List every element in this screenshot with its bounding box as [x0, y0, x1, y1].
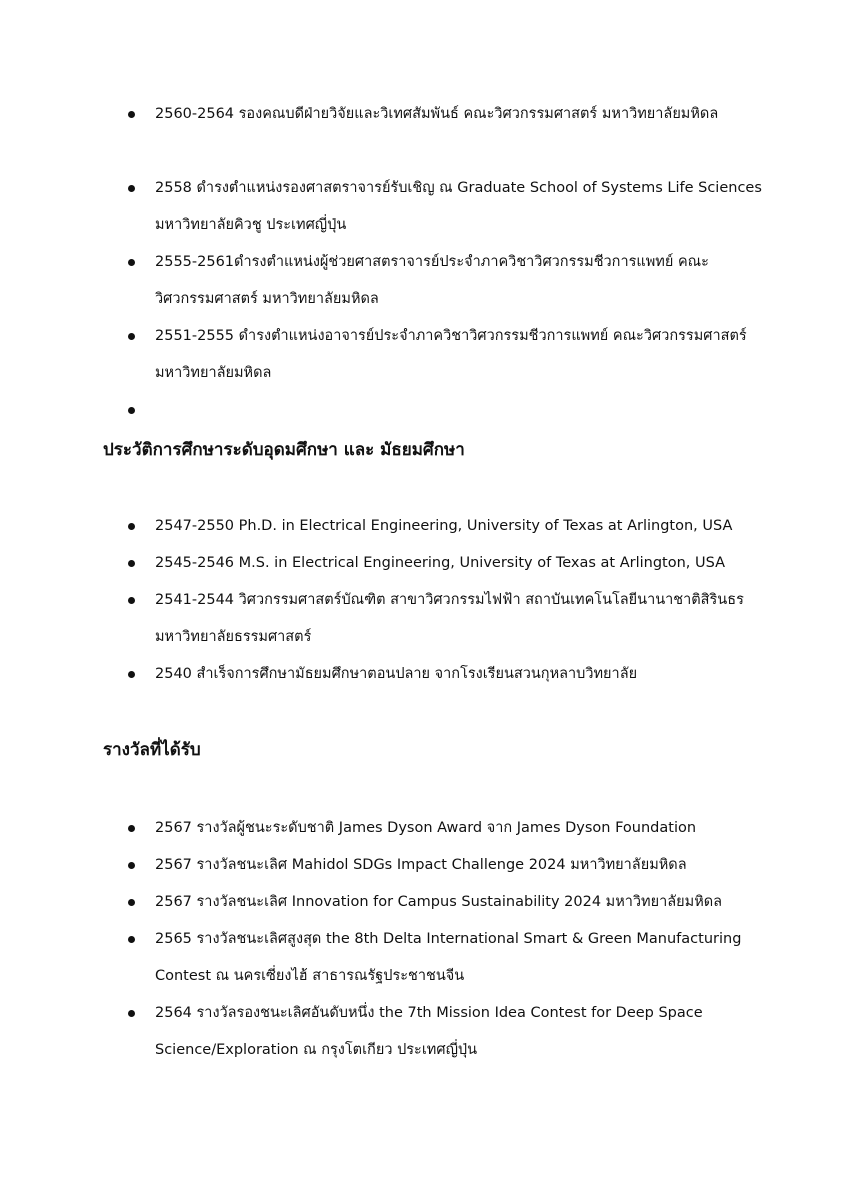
- bullet-icon: [128, 111, 135, 118]
- positions-list: [125, 170, 765, 429]
- list-item-text: 2555-2561ดำรงตำแหน่งผู้ช่วยศาสตราจารย์ประจำภาควิชาวิศวกรรมชีวการแพทย์ คณะวิศวกรรมศาสตร์ มหาวิทยาลัยมหิดล: [155, 254, 709, 307]
- education-heading: ประวัติการศึกษาระดับอุดมศึกษา และ มัธยมศึกษา: [103, 440, 465, 460]
- list-item-text: 2558 ดำรงตำแหน่งรองศาสตราจารย์รับเชิญ ณ Graduate School of Systems Life Sciences มหาวิทยาลัยคิวชู ประเทศญี่ปุ่น: [155, 180, 762, 233]
- list-item: [125, 170, 765, 244]
- bullet-icon: [128, 899, 135, 906]
- list-item: [125, 96, 765, 133]
- list-item-text: 2541-2544 วิศวกรรมศาสตร์บัณฑิต สาขาวิศวกรรมไฟฟ้า สถาบันเทคโนโลยีนานาชาติสิรินธร มหาวิทยาลัยธรรมศาสตร์: [155, 592, 744, 645]
- list-item-text: 2567 รางวัลผู้ชนะระดับชาติ James Dyson Award จาก James Dyson Foundation: [155, 820, 697, 836]
- list-item: [125, 810, 765, 847]
- list-item: [125, 392, 765, 429]
- bullet-icon: [128, 560, 135, 567]
- list-item-text: 2564 รางวัลรองชนะเลิศอันดับหนึ่ง the 7th Mission Idea Contest for Deep Space Science/Exploration ณ กรุงโตเกียว ประเทศญี่ปุ่น: [155, 1005, 703, 1058]
- list-item-text: 2567 รางวัลชนะเลิศ Mahidol SDGs Impact Challenge 2024 มหาวิทยาลัยมหิดล: [155, 857, 687, 873]
- bullet-icon: [128, 407, 135, 414]
- bullet-icon: [128, 671, 135, 678]
- bullet-icon: [128, 1010, 135, 1017]
- bullet-icon: [128, 597, 135, 604]
- bullet-icon: [128, 259, 135, 266]
- bullet-icon: [128, 523, 135, 530]
- bullet-icon: [128, 936, 135, 943]
- list-item-text: 2560-2564 รองคณบดีฝ่ายวิจัยและวิเทศสัมพันธ์ คณะวิศวกรรมศาสตร์ มหาวิทยาลัยมหิดล: [155, 106, 719, 122]
- list-item: [125, 921, 765, 995]
- list-item: [125, 318, 765, 392]
- list-item: [125, 884, 765, 921]
- list-item: [125, 847, 765, 884]
- list-item-text: 2540 สำเร็จการศึกษามัธยมศึกษาตอนปลาย จากโรงเรียนสวนกุหลาบวิทยาลัย: [155, 666, 638, 682]
- list-item: [125, 582, 765, 656]
- bullet-icon: [128, 185, 135, 192]
- education-list: [125, 508, 765, 693]
- bullet-icon: [128, 862, 135, 869]
- list-item: [125, 545, 765, 582]
- awards-heading: รางวัลที่ได้รับ: [103, 740, 201, 760]
- list-item-text: 2565 รางวัลชนะเลิศสูงสุด the 8th Delta International Smart & Green Manufacturing Contest ณ นครเซี่ยงไฮ้ สาธารณรัฐประชาชนจีน: [155, 931, 742, 984]
- list-item-text: 2567 รางวัลชนะเลิศ Innovation for Campus Sustainability 2024 มหาวิทยาลัยมหิดล: [155, 894, 723, 910]
- bullet-icon: [128, 333, 135, 340]
- awards-list: [125, 810, 765, 1069]
- list-item: [125, 656, 765, 693]
- bullet-icon: [128, 825, 135, 832]
- list-item: [125, 508, 765, 545]
- list-item: [125, 244, 765, 318]
- list-item-text: 2545-2546 M.S. in Electrical Engineering, University of Texas at Arlington, USA: [155, 555, 725, 571]
- positions-list-top: [125, 96, 765, 133]
- list-item: [125, 995, 765, 1069]
- list-item-text: 2547-2550 Ph.D. in Electrical Engineering, University of Texas at Arlington, USA: [155, 518, 733, 534]
- list-item-text: 2551-2555 ดำรงตำแหน่งอาจารย์ประจำภาควิชาวิศวกรรมชีวการแพทย์ คณะวิศวกรรมศาสตร์ มหาวิทยาลัยมหิดล: [155, 328, 747, 381]
